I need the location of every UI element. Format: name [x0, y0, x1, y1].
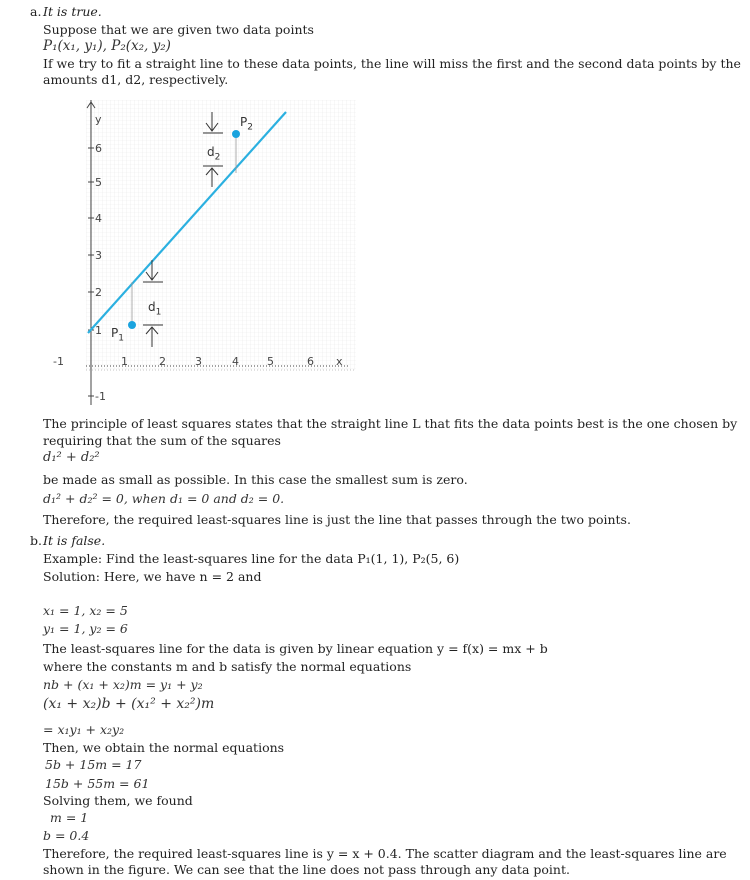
final-line-2: shown in the figure. We can see that the line does not pass through any data point.: [43, 862, 570, 877]
label-d2: $d_2$: [207, 145, 221, 163]
y-values: y₁ = 1, y₂ = 6: [43, 621, 128, 636]
part-a-line3: If we try to fit a straight line to these data points, the line will miss the first and the second data points by the: [43, 56, 741, 71]
part-b-marker: b.: [30, 533, 42, 548]
x-values: x₁ = 1, x₂ = 5: [43, 603, 128, 618]
sum-of-squares: d₁² + d₂²: [43, 450, 100, 465]
final-line-1: Therefore, the required least-squares line is y = x + 0.4. The scatter diagram and the least-squares line are: [43, 846, 727, 861]
y-tick-6: 6: [95, 142, 102, 155]
y-tick-neg1: -1: [95, 390, 106, 403]
points-expression: P₁(x₁, y₁), P₂(x₂, y₂): [43, 38, 171, 54]
normal-equation-1: nb + (x₁ + x₂)m = y₁ + y₂: [43, 677, 203, 692]
part-b-verdict: It is false.: [43, 533, 106, 548]
x-tick-neg1: -1: [53, 355, 64, 368]
part-a-line4: amounts d1, d2, respectively.: [43, 72, 229, 87]
m-value: m = 1: [50, 810, 89, 825]
principle-line1: The principle of least squares states that the straight line L that fits the data points best is the one chosen by: [43, 416, 738, 431]
linear-equation-line: The least-squares line for the data is given by linear equation y = f(x) = mx + b: [43, 641, 548, 656]
example-line: Example: Find the least-squares line for the data P₁(1, 1), P₂(5, 6): [43, 551, 460, 566]
point-p2: [232, 130, 240, 138]
solution-line: Solution: Here, we have n = 2 and: [43, 569, 262, 584]
y-tick-3: 3: [95, 249, 102, 262]
principle-line2: requiring that the sum of the squares: [43, 433, 281, 448]
x-tick-6: 6: [307, 355, 314, 368]
zero-sum-expression: d₁² + d₂² = 0, when d₁ = 0 and d₂ = 0.: [43, 491, 285, 506]
equation-2: 15b + 55m = 61: [45, 776, 150, 791]
label-p2: $P_2$: [240, 115, 253, 133]
constants-line: where the constants m and b satisfy the normal equations: [43, 659, 412, 674]
point-p1: [128, 321, 136, 329]
y-axis-label: y: [95, 113, 102, 126]
x-tick-5: 5: [267, 355, 274, 368]
equation-1: 5b + 15m = 17: [45, 757, 142, 772]
y-tick-4: 4: [95, 212, 102, 225]
label-d1: $d_1$: [148, 300, 162, 318]
normal-equation-2: (x₁ + x₂)b + (x₁² + x₂²)m: [43, 696, 215, 712]
label-p1: $P_1$: [111, 326, 124, 344]
b-value: b = 0.4: [43, 828, 90, 843]
normal-equation-3: = x₁y₁ + x₂y₂: [43, 722, 125, 737]
y-tick-1: 1: [95, 324, 102, 337]
x-axis-label: x: [336, 355, 343, 368]
part-a-marker: a.: [30, 4, 42, 19]
x-tick-2: 2: [159, 355, 166, 368]
part-a-verdict: It is true.: [43, 4, 102, 19]
y-tick-5: 5: [95, 176, 102, 189]
then-line: Then, we obtain the normal equations: [43, 740, 285, 755]
x-tick-4: 4: [232, 355, 239, 368]
grid-background: [86, 100, 356, 370]
y-tick-2: 2: [95, 286, 102, 299]
part-a-intro: Suppose that we are given two data points: [43, 22, 314, 37]
principle-line3: be made as small as possible. In this case the smallest sum is zero.: [43, 472, 468, 487]
x-tick-3: 3: [195, 355, 202, 368]
x-tick-1: 1: [121, 355, 128, 368]
solving-line: Solving them, we found: [43, 793, 193, 808]
part-a-conclusion: Therefore, the required least-squares line is just the line that passes through the two points.: [43, 512, 631, 527]
